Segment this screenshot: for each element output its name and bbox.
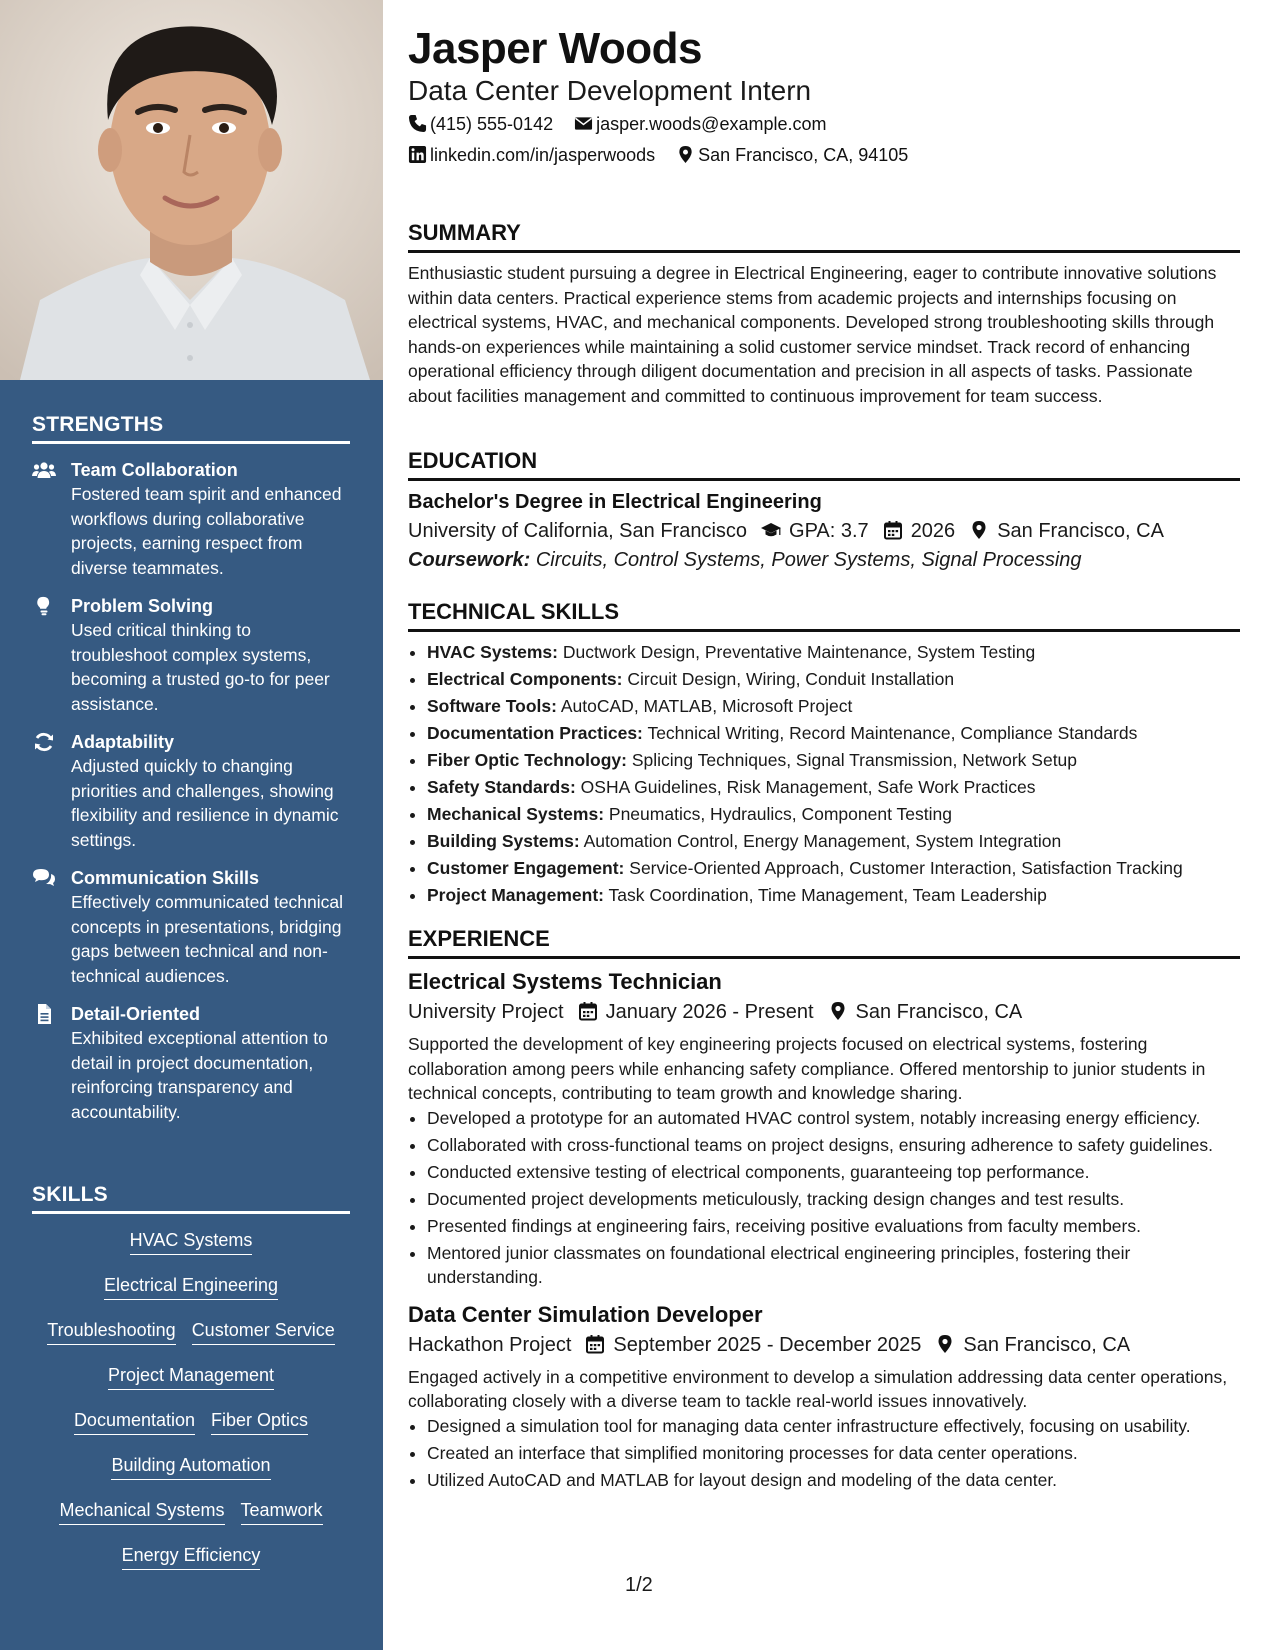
- list-item: [427, 775, 1240, 800]
- list-item: • Developed a prototype for an automated HVAC control system, notably increasing energy efficiency.: [427, 1106, 1240, 1131]
- file-icon: [32, 1004, 56, 1024]
- strength-title: Team Collaboration: [71, 460, 238, 480]
- job-dates: September 2025 - December 2025: [613, 1333, 922, 1356]
- email-item[interactable]: [574, 114, 826, 134]
- degree: Bachelor's Degree in Electrical Engineering: [408, 491, 822, 513]
- list-item: [427, 856, 1240, 881]
- skill-value: Pneumatics, Hydraulics, Component Testing: [608, 804, 952, 824]
- strength-title: Detail-Oriented: [71, 1004, 201, 1024]
- skill-chip: Electrical Engineering: [104, 1267, 278, 1300]
- coursework: [408, 549, 1240, 572]
- list-item: [427, 667, 1240, 692]
- list-item: [427, 748, 1240, 773]
- skill-chip: Documentation: [74, 1402, 195, 1435]
- list-item: • Designed a simulation tool for managing data center infrastructure effectively, focusing on usability.: [427, 1414, 1240, 1439]
- job-meta: [408, 1334, 1240, 1357]
- skill-label: Safety Standards:: [427, 777, 576, 797]
- job-location: San Francisco, CA: [855, 1001, 1023, 1023]
- list-item: • Documented project developments meticulously, tracking design changes and test results.: [427, 1187, 1240, 1212]
- email-text[interactable]: jasper.woods@example.com: [596, 114, 827, 134]
- phone-icon: [408, 114, 427, 133]
- strength-title: Problem Solving: [71, 596, 214, 616]
- linkedin-text[interactable]: linkedin.com/in/jasperwoods: [430, 145, 656, 165]
- map-marker-icon: [935, 1334, 955, 1354]
- comments-icon: [32, 868, 56, 888]
- list-item: [427, 829, 1240, 854]
- skill-chip: Troubleshooting: [47, 1312, 175, 1345]
- list-item: • Created an interface that simplified monitoring processes for data center operations.: [427, 1441, 1240, 1466]
- strength-title: Communication Skills: [71, 868, 260, 888]
- skill-label: Electrical Components:: [427, 669, 623, 689]
- skill-chip: Project Management: [108, 1357, 274, 1390]
- strength-title: Adaptability: [71, 732, 175, 752]
- skill-chip: Teamwork: [241, 1492, 323, 1525]
- strengths-section: [32, 413, 350, 1124]
- phone-text: (415) 555-0142: [430, 114, 554, 134]
- strengths-title: STRENGTHS: [32, 413, 350, 444]
- users-icon: [32, 460, 56, 480]
- education-section: [408, 448, 1240, 572]
- skill-label: Building Systems:: [427, 831, 580, 851]
- list-item: [427, 883, 1240, 908]
- job-bullets: [408, 1414, 1240, 1493]
- graduation-cap-icon: [761, 520, 781, 540]
- skill-value: Ductwork Design, Preventative Maintenance, System Testing: [562, 642, 1036, 662]
- gpa: GPA: 3.7: [789, 520, 869, 542]
- strength-item: [32, 594, 350, 716]
- linkedin-item[interactable]: [408, 145, 660, 165]
- coursework-list: Circuits, Control Systems, Power Systems, Signal Processing: [535, 549, 1082, 571]
- envelope-icon: [574, 114, 593, 133]
- school: University of California, San Francisco: [408, 520, 748, 542]
- strength-desc: Effectively communicated technical concepts in presentations, bridging gaps between technical and non-technical audiences.: [71, 892, 344, 986]
- skill-value: Automation Control, Energy Management, System Integration: [583, 831, 1062, 851]
- calendar-icon: [578, 1001, 598, 1021]
- location-item: [676, 145, 908, 165]
- strength-item: [32, 866, 350, 988]
- skill-value: Splicing Techniques, Signal Transmission, Network Setup: [631, 750, 1078, 770]
- coursework-label: Coursework:: [408, 549, 531, 571]
- job-dates: January 2026 - Present: [605, 1001, 814, 1023]
- linkedin-icon: [408, 145, 427, 164]
- list-item: • Collaborated with cross-functional teams on project designs, ensuring adherence to safety guidelines.: [427, 1133, 1240, 1158]
- phone-item: [408, 114, 558, 134]
- candidate-name: Jasper Woods: [408, 24, 702, 73]
- job-entry: [408, 1302, 1240, 1493]
- list-item: • Mentored junior classmates on foundational electrical engineering principles, fostering their understanding.: [427, 1241, 1240, 1290]
- skill-chip: Building Automation: [111, 1447, 270, 1480]
- list-item: • Conducted extensive testing of electrical components, guaranteeing top performance.: [427, 1160, 1240, 1185]
- skill-chip: Fiber Optics: [211, 1402, 308, 1435]
- technical-skills-list: [408, 640, 1240, 908]
- job-entry: [408, 969, 1240, 1290]
- list-item: [427, 694, 1240, 719]
- skill-value: Service-Oriented Approach, Customer Interaction, Satisfaction Tracking: [629, 858, 1183, 878]
- skill-label: HVAC Systems:: [427, 642, 558, 662]
- skill-chip: HVAC Systems: [130, 1222, 253, 1255]
- list-item: • Utilized AutoCAD and MATLAB for layout design and modeling of the data center.: [427, 1468, 1240, 1493]
- strength-item: [32, 458, 350, 580]
- summary-title: SUMMARY: [408, 220, 1240, 253]
- skill-label: Software Tools:: [427, 696, 557, 716]
- list-item: [427, 721, 1240, 746]
- skills-title: SKILLS: [32, 1183, 350, 1214]
- map-marker-icon: [828, 1001, 848, 1021]
- candidate-title: Data Center Development Intern: [408, 75, 812, 106]
- portrait-illustration: [0, 0, 383, 380]
- list-item: [427, 802, 1240, 827]
- job-org: Hackathon Project: [408, 1333, 572, 1356]
- strength-item: [32, 730, 350, 852]
- strength-desc: Exhibited exceptional attention to detail in project documentation, reinforcing transparency and accountability.: [71, 1028, 328, 1122]
- job-title: Electrical Systems Technician: [408, 969, 722, 994]
- grad-year: 2026: [910, 520, 956, 542]
- job-location: San Francisco, CA: [963, 1333, 1131, 1356]
- skill-label: Mechanical Systems:: [427, 804, 605, 824]
- page-number: 1/2: [625, 1574, 653, 1596]
- education-title: EDUCATION: [408, 448, 1240, 481]
- location-text: San Francisco, CA, 94105: [698, 145, 909, 165]
- calendar-icon: [585, 1334, 605, 1354]
- calendar-icon: [883, 520, 903, 540]
- skill-chip: Mechanical Systems: [59, 1492, 224, 1525]
- summary-text: Enthusiastic student pursuing a degree in Electrical Engineering, eager to contribute innovative solutions within data centers. Practical experience stems from academic projects and internships focusing on electrical systems, HVAC, and mechanical components. Developed strong troubleshooting skills through hands-on experiences while maintaining a solid customer service mindset. Track record of enhancing operational efficiency through diligent documentation and precision in all aspects of tasks. Passionate about facilities management and committed to continuous improvement for team success.: [408, 263, 1217, 406]
- list-item: • Presented findings at engineering fairs, receiving positive evaluations from faculty members.: [427, 1214, 1240, 1239]
- skill-value: Task Coordination, Time Management, Team Leadership: [608, 885, 1047, 905]
- job-summary: Engaged actively in a competitive environment to develop a simulation addressing data center operations, collaborating closely with a diverse team to tackle real-world issues innovatively.: [408, 1366, 1228, 1411]
- summary-section: [408, 220, 1240, 408]
- contact-row-2: [408, 145, 924, 166]
- technical-skills-section: [408, 599, 1240, 910]
- profile-photo: [0, 0, 383, 380]
- strength-desc: Used critical thinking to troubleshoot complex systems, becoming a trusted go-to for peer assistance.: [71, 620, 330, 714]
- job-title: Data Center Simulation Developer: [408, 1301, 763, 1327]
- strength-item: [32, 1002, 350, 1124]
- skill-label: Project Management:: [427, 885, 604, 905]
- school-location: San Francisco, CA: [997, 520, 1164, 542]
- skill-value: Technical Writing, Record Maintenance, Compliance Standards: [647, 723, 1138, 743]
- skill-value: OSHA Guidelines, Risk Management, Safe Work Practices: [580, 777, 1036, 797]
- strength-desc: Fostered team spirit and enhanced workflows during collaborative projects, earning respect from diverse teammates.: [71, 484, 342, 578]
- skill-label: Documentation Practices:: [427, 723, 643, 743]
- education-meta: [408, 520, 1240, 543]
- skill-chip: Customer Service: [192, 1312, 335, 1345]
- skill-label: Fiber Optic Technology:: [427, 750, 627, 770]
- sync-icon: [32, 732, 56, 752]
- job-org: University Project: [408, 1001, 564, 1023]
- job-summary: Supported the development of key engineering projects focused on electrical systems, fostering collaboration among peers while enhancing safety compliance. Offered mentorship to junior students in technical concepts, contributing to team growth and knowledge sharing.: [408, 1034, 1206, 1103]
- skill-value: AutoCAD, MATLAB, Microsoft Project: [560, 696, 853, 716]
- strength-desc: Adjusted quickly to changing priorities and challenges, showing flexibility and resilience in dynamic settings.: [71, 756, 339, 850]
- skill-label: Customer Engagement:: [427, 858, 625, 878]
- skills-chips: [32, 1222, 350, 1582]
- skill-chip: Energy Efficiency: [122, 1537, 261, 1570]
- contact-row-1: [408, 114, 843, 135]
- list-item: [427, 640, 1240, 665]
- map-marker-icon: [676, 145, 695, 164]
- job-meta: [408, 1001, 1240, 1024]
- skill-value: Circuit Design, Wiring, Conduit Installation: [627, 669, 955, 689]
- experience-section: [408, 926, 1240, 1495]
- job-bullets: [408, 1106, 1240, 1290]
- sidebar: [0, 0, 383, 1650]
- skills-section: [32, 1183, 350, 1582]
- experience-title: EXPERIENCE: [408, 926, 1240, 959]
- lightbulb-icon: [32, 596, 56, 616]
- technical-skills-title: TECHNICAL SKILLS: [408, 599, 1240, 632]
- map-marker-icon: [969, 520, 989, 540]
